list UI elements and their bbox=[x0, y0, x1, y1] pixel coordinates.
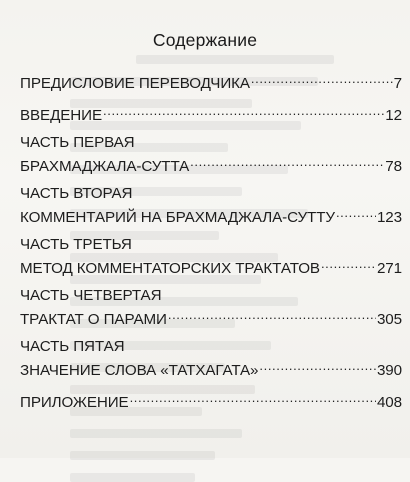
toc-label: МЕТОД КОММЕНТАТОРСКИХ ТРАКТАТОВ bbox=[20, 260, 320, 277]
part-heading: ЧАСТЬ ВТОРАЯ bbox=[20, 185, 133, 202]
toc-entry-part-4[interactable] bbox=[20, 286, 402, 329]
page-number: 12 bbox=[385, 107, 402, 124]
toc-row bbox=[20, 388, 402, 412]
toc-entry-part-3[interactable] bbox=[20, 235, 402, 278]
toc-label: ПРЕДИСЛОВИЕ ПЕРЕВОДЧИКА bbox=[20, 75, 250, 92]
toc-row bbox=[20, 152, 402, 176]
page-number: 7 bbox=[393, 75, 402, 92]
toc-label: ПРИЛОЖЕНИЕ bbox=[20, 394, 129, 411]
page-number: 78 bbox=[385, 158, 402, 175]
toc-row bbox=[20, 254, 402, 278]
toc-entry-part-2[interactable] bbox=[20, 184, 402, 227]
part-heading: ЧАСТЬ ТРЕТЬЯ bbox=[20, 236, 132, 253]
toc-row bbox=[20, 356, 402, 380]
dot-leader bbox=[103, 101, 384, 120]
toc-label: ВВЕДЕНИЕ bbox=[20, 107, 103, 124]
part-heading: ЧАСТЬ ЧЕТВЕРТАЯ bbox=[20, 287, 162, 304]
dot-leader bbox=[190, 152, 384, 171]
toc-entry-part-1[interactable] bbox=[20, 133, 402, 176]
dot-leader bbox=[336, 203, 376, 222]
toc-label: ЗНАЧЕНИЕ СЛОВА «ТАТХАГАТА» bbox=[20, 362, 259, 379]
table-of-contents bbox=[20, 69, 402, 420]
toc-row bbox=[20, 305, 402, 329]
toc-entry-part-5[interactable] bbox=[20, 337, 402, 380]
page-number: 408 bbox=[376, 394, 402, 411]
part-heading: ЧАСТЬ ПЕРВАЯ bbox=[20, 134, 135, 151]
toc-label: БРАХМАДЖАЛА-СУТТА bbox=[20, 158, 190, 175]
toc-entry-preface[interactable] bbox=[20, 69, 402, 93]
toc-row bbox=[20, 69, 402, 93]
dot-leader bbox=[259, 356, 376, 375]
page-number: 305 bbox=[376, 311, 402, 328]
page-number: 123 bbox=[376, 209, 402, 226]
toc-entry-appendix[interactable] bbox=[20, 388, 402, 412]
toc-row bbox=[20, 203, 402, 227]
page-title: Содержание bbox=[152, 30, 258, 50]
toc-label: КОММЕНТАРИЙ НА БРАХМАДЖАЛА-СУТТУ bbox=[20, 209, 335, 226]
page-number: 271 bbox=[376, 260, 402, 277]
page-number: 390 bbox=[376, 362, 402, 379]
dot-leader bbox=[321, 254, 376, 273]
toc-entry-introduction[interactable] bbox=[20, 101, 402, 125]
part-heading: ЧАСТЬ ПЯТАЯ bbox=[20, 338, 125, 355]
dot-leader bbox=[251, 69, 393, 88]
dot-leader bbox=[130, 388, 376, 407]
toc-row bbox=[20, 101, 402, 125]
dot-leader bbox=[168, 305, 376, 324]
toc-label: ТРАКТАТ О ПАРАМИ bbox=[20, 311, 167, 328]
